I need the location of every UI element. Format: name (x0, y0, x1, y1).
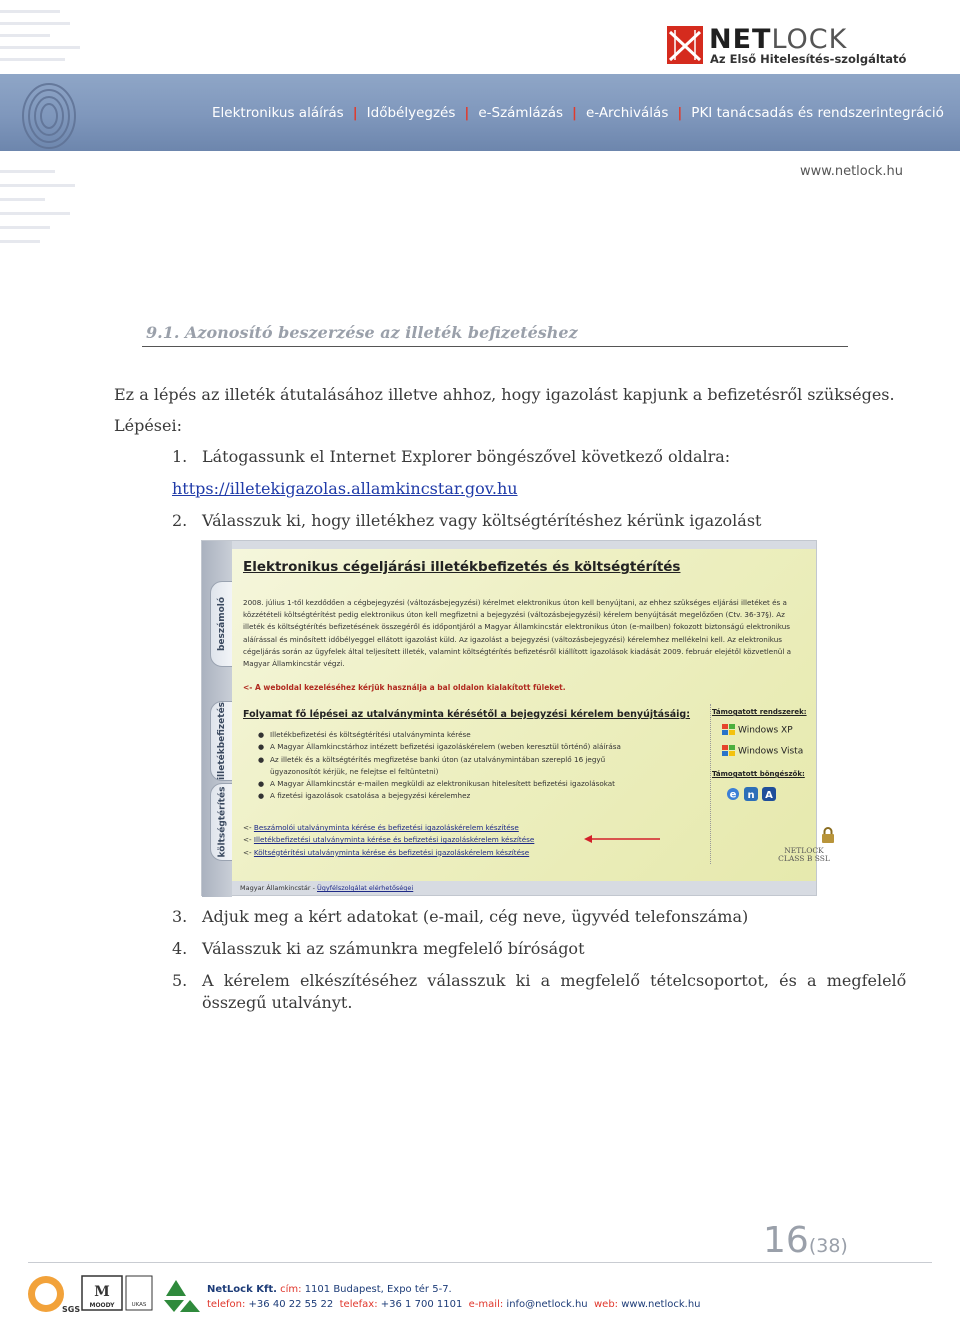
ssl-badge: NETLOCK CLASS B SSL (772, 847, 836, 881)
moody-cert-icon (82, 1276, 122, 1310)
internet-explorer-icon (726, 787, 740, 801)
nav-item-timestamp[interactable]: Időbélyegzés (366, 105, 456, 121)
tab-koltsegterites[interactable]: költségtérítés (210, 783, 234, 861)
netscape-icon (744, 787, 758, 801)
screenshot-paragraph: 2008. július 1-től kezdődően a cégbejegyzési (változásbejegyzési) kérelmet elektronikus úton kell benyújtani, az ehhez szükséges eljárási illetéket és a közzétételi költségtérítést pedig elektronikus úton kell megfizetni a bejegyzési (változásbejegyzési) kérelem benyújtását megelőzően (Ctv. 36-37§). Az illeték és költségtérítés befizetésének összegéről és időpontjáról a Magyar Államkincstár elektronikus úton (e-mailben) fokozott biztonságú elektronikus aláírással és minősített időbélyeggel ellátott igazolást küld. Az igazolást a bejegyzési (változásbejegyzési) kérelemhez mellékelni kell. Az elektronikus cégeljárás során az ügyfelek által teljesített illeték, valamint költségtérítés befizetésről kiállított igazolások kiadását 2009. február elejétől közvetlenül a Magyar Államkincstár végzi. (243, 598, 792, 669)
browser-a-icon (762, 787, 776, 801)
footer-email[interactable]: info@netlock.hu (506, 1299, 588, 1310)
svg-text:e: e (729, 789, 737, 801)
fingerprint-icon (14, 78, 84, 150)
ukas-cert-icon (126, 1276, 152, 1310)
step-3-text: Adjuk meg a kért adatokat (e-mail, cég neve, ügyvéd telefonszáma) (202, 907, 749, 926)
step-4-number: 4. (172, 939, 188, 958)
svg-text:UKAS: UKAS (131, 1302, 147, 1308)
link-koltsegterites[interactable]: Költségtérítési utalványminta kérése és befizetési igazoláskérelem készítése (253, 847, 530, 857)
footer-contacts: telefon: +36 40 22 55 22 telefax: +36 1 700 1101 e-mail: info@netlock.hu web: www.netlock.hu (207, 1299, 701, 1310)
netlock-logo (667, 24, 917, 74)
step-1-text: Látogassunk el Internet Explorer böngészővel következő oldalra: (202, 447, 731, 466)
process-list (258, 729, 621, 803)
nav-item-signature[interactable]: Elektronikus aláírás (212, 105, 344, 121)
voucher-links: <- Beszámolói utalványminta kérése és befizetési igazoláskérelem készítése <- Illetékbefizetési utalványminta kérése és befizetési igazoláskérelem készítése <- Költségtérítési utalványminta kérése és befizetési igazoláskérelem készítése (243, 823, 535, 857)
list-item: ● A fizetési igazolások csatolása a bejegyzési kérelemhez (258, 790, 621, 802)
list-item: ● Az illeték és a költségtérítés megfizetése banki úton (az utalványmintában szereplő 16 jegyű (258, 754, 621, 766)
tab-beszamolo[interactable]: beszámoló (210, 581, 234, 667)
svg-text:MOODY: MOODY (89, 1302, 115, 1309)
step-4-text: Válasszuk ki az számunkra megfelelő bíróságot (202, 939, 585, 958)
tab-illetekbefizetes[interactable]: illetékbefizetés (210, 701, 234, 781)
step-2-text: Válasszuk ki, hogy illetékhez vagy költségtérítéshez kérünk igazolást (202, 511, 762, 530)
list-item: ● A Magyar Államkincstár e-mailen megküldi az elektronikusan hitelesített befizetési igazolásokat (258, 778, 621, 790)
supported-os-label: Támogatott rendszerek: (712, 708, 807, 716)
screenshot-footer: Magyar Államkincstár - Ügyfélszolgálat elérhetőségei (240, 884, 414, 892)
screenshot-title: Elektronikus cégeljárási illetékbefizetés és költségtérítés (243, 559, 681, 575)
list-item: ● Illetékbefizetési és költségtérítési utalványminta kérése (258, 729, 621, 741)
footer-address: NetLock Kft. cím: 1101 Budapest, Expo tér 5-7. (207, 1284, 452, 1295)
screenshot-subtitle: Folyamat fő lépései az utalványminta kérésétől a bejegyzési kérelem benyújtásáig: (243, 709, 691, 720)
steps-label: Lépései: (114, 416, 182, 435)
kincstar-screenshot (201, 540, 830, 896)
os-windows-xp: Windows XP (722, 724, 793, 736)
intro-text: Ez a lépés az illeték átutalásához illetve ahhoz, hogy igazolást kapjunk a befizetésről szükséges. (114, 385, 895, 404)
footer-web[interactable]: www.netlock.hu (621, 1299, 701, 1310)
os-windows-vista: Windows Vista (722, 745, 803, 757)
svg-text:A: A (765, 790, 773, 801)
step-5-text-cont: összegű utalványt. (202, 993, 353, 1012)
screenshot-note: <- A weboldal kezeléséhez kérjük használja a bal oldalon kialakított füleket. (243, 683, 566, 692)
svg-text:SGS: SGS (62, 1305, 81, 1314)
section-title: 9.1. Azonosító beszerzése az illeték befizetéshez (146, 323, 578, 342)
link-beszamolo[interactable]: Beszámolói utalványminta kérése és befizetési igazoláskérelem készítése (253, 823, 519, 832)
step-2-number: 2. (172, 511, 188, 530)
windows-flag-icon (722, 724, 736, 736)
brand-tagline: Az Első Hitelesítés-szolgáltató (710, 52, 907, 66)
footer-divider (28, 1262, 932, 1263)
certification-logos (26, 1274, 206, 1316)
nav-item-e-invoice[interactable]: e-Számlázás (478, 105, 563, 121)
recycle-icon (164, 1280, 200, 1312)
step-5-text: A kérelem elkészítéséhez válasszuk ki a megfelelő tételcsoportot, és a megfelelő (202, 971, 907, 990)
nav-item-pki[interactable]: PKI tanácsadás és rendszerintegráció (691, 105, 944, 121)
step-1-number: 1. (172, 447, 188, 466)
svg-text:M: M (94, 1284, 110, 1300)
padlock-icon (820, 827, 836, 843)
screenshot-panel (232, 549, 830, 881)
step-3-number: 3. (172, 907, 188, 926)
svg-text:n: n (747, 790, 755, 801)
top-nav: Elektronikus aláírás | Időbélyegzés | e-Számlázás | e-Archiválás | PKI tanácsadás és rendszerintegráció (212, 105, 944, 121)
customer-service-link[interactable]: Ügyfélszolgálat elérhetőségei (317, 884, 414, 892)
list-item: ügyazonosítót kérjük, ne felejtse el feltüntetni) (270, 766, 439, 776)
brand-name: NETLOCK (709, 24, 848, 55)
section-divider (142, 346, 848, 347)
list-item: ● A Magyar Államkincstárhoz intézett befizetési igazoláskérelem (weben keresztül történő) aláírása (258, 741, 621, 753)
red-arrow-icon (584, 834, 660, 844)
supported-browsers-label: Támogatott böngészők: (712, 770, 805, 778)
nav-item-e-archive[interactable]: e-Archiválás (585, 105, 669, 121)
windows-flag-icon (722, 745, 736, 757)
netlock-emblem-icon (667, 26, 703, 64)
kincstar-link[interactable]: https://illetekigazolas.allamkincstar.gov.hu (172, 479, 518, 498)
sgs-cert-icon (28, 1276, 80, 1314)
page-number: 16(38) (763, 1220, 848, 1261)
step-5-number: 5. (172, 971, 188, 990)
link-illetek[interactable]: Illetékbefizetési utalványminta kérése és befizetési igazoláskérelem készítése (253, 835, 535, 845)
website-url[interactable]: www.netlock.hu (800, 164, 904, 179)
